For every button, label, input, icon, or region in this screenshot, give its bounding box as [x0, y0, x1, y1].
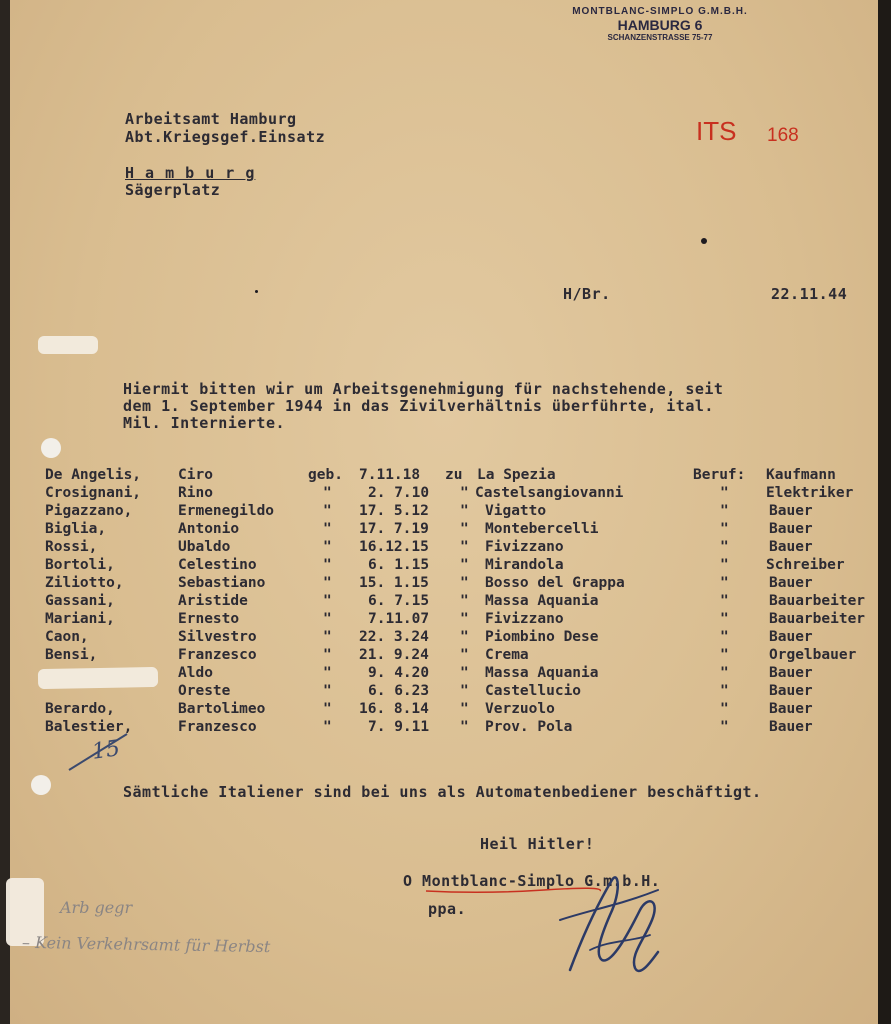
geb-mark: ": [323, 503, 332, 519]
beruf-label: ": [720, 719, 729, 735]
punch-hole: [41, 438, 61, 458]
birth-date: 21. 9.24: [359, 647, 429, 663]
beruf-label: ": [720, 539, 729, 555]
beruf-label: ": [720, 503, 729, 519]
given-name: Aldo: [178, 665, 213, 681]
birth-place: Mirandola: [485, 557, 564, 573]
birth-date: 15. 1.15: [359, 575, 429, 591]
ink-speck: [701, 238, 707, 244]
birth-place: Fivizzano: [485, 611, 564, 627]
birth-place: Castelsangiovanni: [475, 485, 624, 501]
geb-mark: ": [323, 665, 332, 681]
given-name: Ubaldo: [178, 539, 231, 555]
geb-mark: ": [323, 521, 332, 537]
surname: Mariani,: [45, 611, 115, 627]
punch-hole: [31, 775, 51, 795]
surname: Balestier,: [45, 719, 133, 735]
surname: Ziliotto,: [45, 575, 124, 591]
birth-date: 9. 4.20: [368, 665, 430, 681]
birth-place: Massa Aquania: [485, 665, 599, 681]
geb-mark: ": [323, 629, 332, 645]
closing: Heil Hitler!: [480, 835, 595, 853]
tape-strip: [38, 336, 98, 354]
zu-mark: ": [460, 485, 469, 501]
birth-place: La Spezia: [477, 467, 556, 483]
occupation: Bauer: [769, 701, 813, 717]
surname: Bortoli,: [45, 557, 115, 573]
tape-strip: [38, 667, 158, 689]
given-name: Sebastiano: [178, 575, 266, 591]
occupation: Bauer: [769, 719, 813, 735]
geb-mark: ": [323, 611, 332, 627]
stamp-company: MONTBLANC-SIMPLO G.M.B.H.: [572, 6, 748, 17]
occupation: Bauer: [769, 503, 813, 519]
given-name: Bartolimeo: [178, 701, 266, 717]
zu-mark: ": [460, 665, 469, 681]
geb-mark: geb.: [308, 467, 343, 483]
document-page: [10, 0, 878, 1024]
surname: Berardo,: [45, 701, 115, 717]
birth-date: 2. 7.10: [368, 485, 430, 501]
given-name: Franzesco: [178, 647, 257, 663]
occupation: Bauarbeiter: [769, 593, 866, 609]
birth-date: 16. 8.14: [359, 701, 429, 717]
birth-date: 22. 3.24: [359, 629, 429, 645]
given-name: Ernesto: [178, 611, 240, 627]
occupation: Bauer: [769, 539, 813, 555]
beruf-label: ": [720, 593, 729, 609]
surname: Crosignani,: [45, 485, 142, 501]
birth-place: Crema: [485, 647, 529, 663]
pencil-note-1: Arb gegr: [60, 898, 133, 917]
birth-date: 17. 7.19: [359, 521, 429, 537]
surname: Rossi,: [45, 539, 98, 555]
zu-mark: ": [460, 557, 469, 573]
margin-count-text: 15: [90, 736, 122, 765]
beruf-label: ": [720, 521, 729, 537]
beruf-label: ": [720, 629, 729, 645]
birth-date: 16.12.15: [359, 539, 429, 555]
intro-line2: dem 1. September 1944 in das Zivilverhältnis überführte, ital.: [123, 397, 714, 415]
given-name: Antonio: [178, 521, 240, 537]
given-name: Silvestro: [178, 629, 257, 645]
zu-mark: ": [460, 701, 469, 717]
occupation: Bauer: [769, 575, 813, 591]
recipient-line2: Abt.Kriegsgef.Einsatz: [125, 128, 326, 146]
stamp-street: SCHANZENSTRASSE 75-77: [607, 33, 713, 42]
scan-edge: [878, 0, 891, 1024]
occupation: Elektriker: [766, 485, 854, 501]
recipient-line1: Arbeitsamt Hamburg: [125, 110, 297, 128]
birth-place: Piombino Dese: [485, 629, 599, 645]
handwritten-signature: [540, 860, 670, 990]
beruf-label: ": [720, 485, 729, 501]
birth-place: Montebercelli: [485, 521, 599, 537]
intro-line1: Hiermit bitten wir um Arbeitsgenehmigung für nachstehende, seit: [123, 380, 724, 398]
surname: De Angelis,: [45, 467, 142, 483]
given-name: Ciro: [178, 467, 213, 483]
birth-place: Fivizzano: [485, 539, 564, 555]
letter-date: 22.11.44: [771, 285, 848, 303]
birth-date: 6. 1.15: [368, 557, 430, 573]
surname: Caon,: [45, 629, 89, 645]
birth-date: 7.11.07: [368, 611, 430, 627]
zu-mark: ": [460, 611, 469, 627]
occupation: Bauer: [769, 629, 813, 645]
beruf-label: ": [720, 647, 729, 663]
given-name: Aristide: [178, 593, 248, 609]
occupation: Schreiber: [766, 557, 845, 573]
geb-mark: ": [323, 539, 332, 555]
beruf-label: ": [720, 611, 729, 627]
surname: Bensi,: [45, 647, 98, 663]
company-stamp: [545, 6, 775, 42]
zu-mark: ": [460, 575, 469, 591]
zu-mark: ": [460, 629, 469, 645]
geb-mark: ": [323, 593, 332, 609]
note-text: Sämtliche Italiener sind bei uns als Automatenbediener beschäftigt.: [123, 783, 762, 801]
surname: Biglia,: [45, 521, 107, 537]
birth-date: 7.11.18: [359, 467, 421, 483]
intro-line3: Mil. Internierte.: [123, 414, 286, 432]
ink-speck: [255, 290, 258, 293]
zu-mark: ": [460, 593, 469, 609]
given-name: Franzesco: [178, 719, 257, 735]
geb-mark: ": [323, 575, 332, 591]
zu-mark: ": [460, 503, 469, 519]
birth-place: Bosso del Grappa: [485, 575, 625, 591]
occupation: Bauer: [769, 683, 813, 699]
its-code: ITS: [696, 116, 737, 146]
geb-mark: ": [323, 701, 332, 717]
birth-place: Castellucio: [485, 683, 582, 699]
zu-mark: ": [460, 719, 469, 735]
its-number: 168: [767, 125, 799, 146]
surname: Pigazzano,: [45, 503, 133, 519]
given-name: Celestino: [178, 557, 257, 573]
zu-mark: zu: [445, 467, 463, 483]
occupation: Orgelbauer: [769, 647, 857, 663]
given-name: Rino: [178, 485, 213, 501]
occupation: Kaufmann: [766, 467, 836, 483]
beruf-label: ": [720, 683, 729, 699]
occupation: Bauer: [769, 665, 813, 681]
geb-mark: ": [323, 647, 332, 663]
birth-place: Verzuolo: [485, 701, 555, 717]
zu-mark: ": [460, 683, 469, 699]
birth-date: 6. 7.15: [368, 593, 430, 609]
birth-place: Massa Aquania: [485, 593, 599, 609]
geb-mark: ": [323, 485, 332, 501]
beruf-label: ": [720, 557, 729, 573]
reference: H/Br.: [563, 285, 611, 303]
signature-company: O Montblanc-Simplo G.m.b.H.: [403, 872, 661, 890]
birth-date: 7. 9.11: [368, 719, 430, 735]
recipient-street: Sägerplatz: [125, 181, 221, 199]
birth-place: Prov. Pola: [485, 719, 573, 735]
stamp-city: HAMBURG 6: [617, 17, 703, 33]
occupation: Bauer: [769, 521, 813, 537]
birth-date: 6. 6.23: [368, 683, 430, 699]
given-name: Ermenegildo: [178, 503, 275, 519]
geb-mark: ": [323, 557, 332, 573]
birth-place: Vigatto: [485, 503, 547, 519]
beruf-label: ": [720, 665, 729, 681]
surname: Gassani,: [45, 593, 115, 609]
beruf-label: ": [720, 575, 729, 591]
recipient-city: H a m b u r g: [125, 164, 256, 182]
zu-mark: ": [460, 539, 469, 555]
zu-mark: ": [460, 521, 469, 537]
geb-mark: ": [323, 683, 332, 699]
pencil-note-2: – Kein Verkehrsamt für Herbst: [21, 932, 271, 957]
margin-stroke: [65, 728, 135, 778]
ppa-label: ppa.: [428, 900, 467, 918]
birth-date: 17. 5.12: [359, 503, 429, 519]
beruf-label: Beruf:: [693, 467, 746, 483]
geb-mark: ": [323, 719, 332, 735]
beruf-label: ": [720, 701, 729, 717]
given-name: Oreste: [178, 683, 231, 699]
occupation: Bauarbeiter: [769, 611, 866, 627]
zu-mark: ": [460, 647, 469, 663]
